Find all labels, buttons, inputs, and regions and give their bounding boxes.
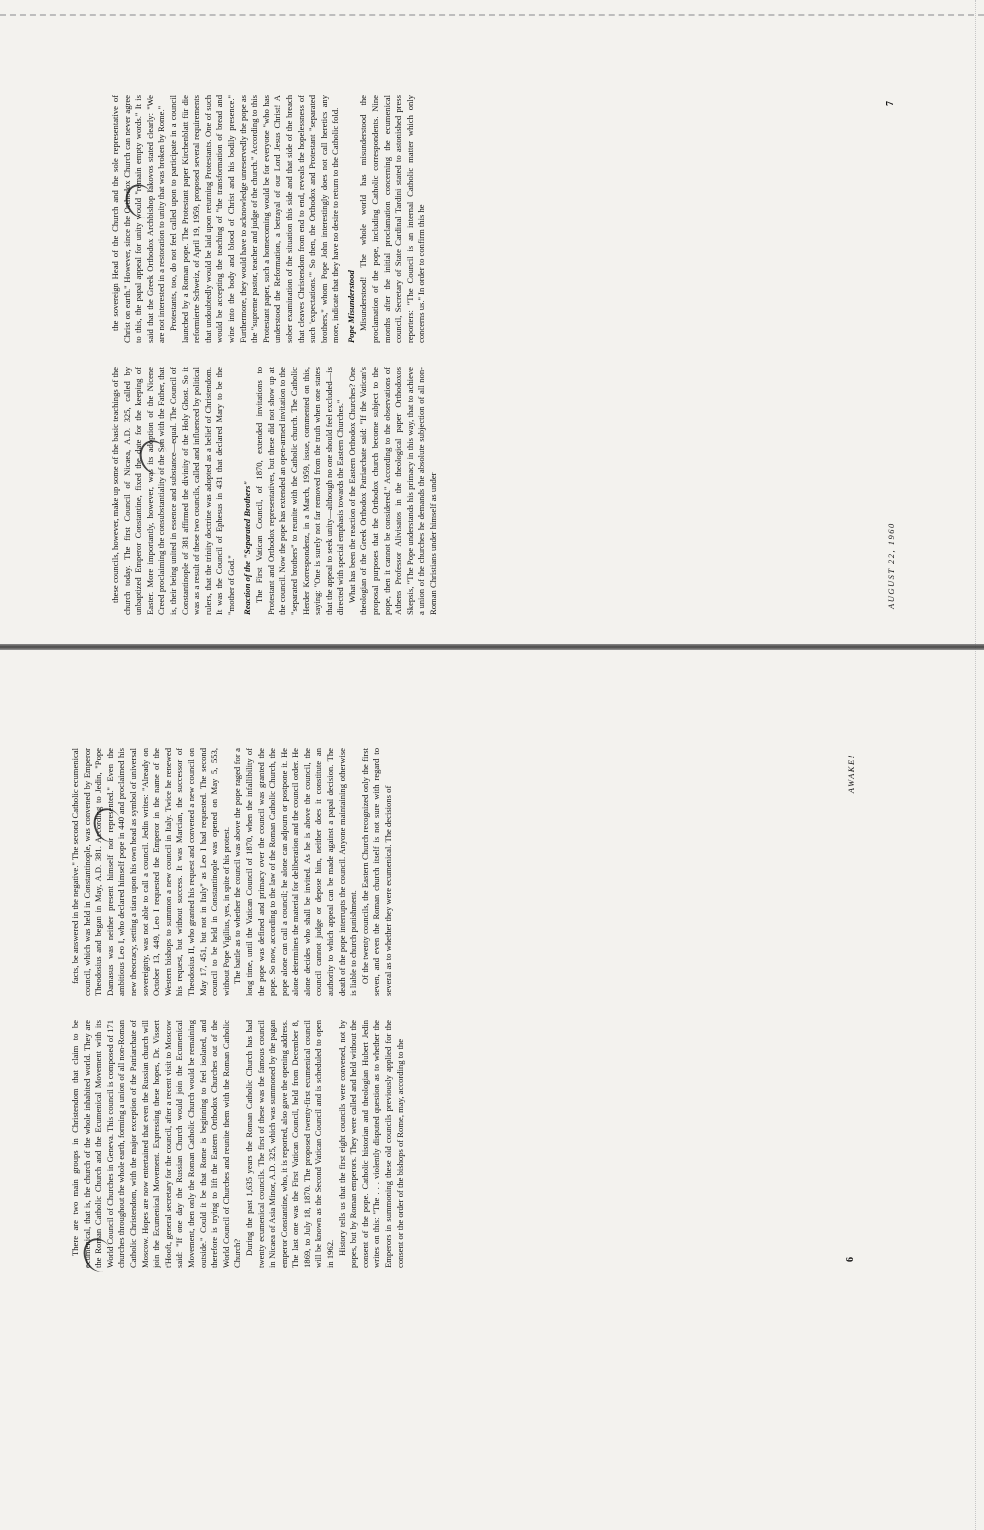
paragraph: History tells us that the first eight councils were convened, not by popes, but by Roman emperors. They were called and held without the consent of the pope. Catholic historian and theologian Hubert Jedin writes on this: "The . . . violently disputed question as to whether the Emperors in summoning these old councils previously applied for the consent or the order of the bishops of Rome, may, according to the [336,1020,405,1268]
paragraph: There are two main groups in Christendom that claim to be ecumenical, that is, the church of the whole inhabited world. They are the Roman Catholic Church and the Ecumenical Movement with its World Council of Churches in Geneva. This council is composed of 171 churches throughout the whole earth, forming a union of all non-Roman Catholic Christendom, with the major exception of the Patriarchate of Moscow. Hopes are now entertained that even the Russian church will join the Ecumenical Movement. Expressing these hopes, Dr. Vissert t'Hooft, general secretary for the council, after a recent visit to Moscow said: "If one day the Russian Church would join the Ecumenical Movement, then only the Roman Catholic Church would be remaining outside." Could it be that Rome is beginning to feel isolated, and therefore is trying to lift the Eastern Orthodox Churches out of the World Council of Churches and reunite them with the Roman Catholic Church? [70,1020,243,1268]
scan-top-edge [0,0,984,16]
paragraph: The First Vatican Council, of 1870, extended invitations to Protestant and Orthodox representatives, but these did not show up at the council. Now the pope has extended an open-armed invitation to the "separated brothers" to reunite with the Catholic church. The Catholic Herder Korrespondenz, in a March, 1959, issue, commented on this, saying: "One is surely not far removed from the truth when one states that the appeal to seek unity—although no one should feel excluded—is directed with special emphasis towards the Eastern Churches." [254,367,346,615]
paragraph: facts, be answered in the negative." The second Catholic ecumenical council, which was held in Constantinople, was convened by Emperor Theodosius and began in May, A.D. 381. According to Jedin, "Pope Damasus was neither present himself nor represented." Even the ambitious Leo I, who declared himself pope in 440 and proclaimed his new theocracy, setting a tiara upon his own head as symbol of universal sovereignty, was not able to call a council. Jedin writes: "Already on October 13, 449, Leo I requested the Emperor in the name of the Western bishops to summon a new council in Italy. Twice he renewed his request, but without success. It was Marcian, the successor of Theodosius II, who granted his request and convened a new council on May 17, 451, but not in Italy" as Leo I had requested. The second council to be held in Constantinople was opened on May 5, 553, without Pope Vigilius, yes, in spite of his protest. [70,748,231,996]
paragraph: What has been the reaction of the Eastern Orthodox Churches? One theologian of the Greek Orthodox Patriarchate said: "If the Vatican's proposal purposes that the Orthodox church become subject to the pope, then it cannot be considered." According to the observations of Athens Professor Alivisatos in the theological paper Orthodoxos Skepsis, "The Pope understands his primacy in this way, that to achieve a union of the churches he demands the absolute subjection of all non-Roman Christians under himself as under [346,367,439,615]
page-6-column-1 [70,1020,840,1268]
paragraph: the sovereign Head of the Church and the sole representative of Christ on earth." However, since the Orthodox Church can never agree to this, the papal appeal for unity would "remain empty words." It is said that the Greek Orthodox Archbishop Iakovos stated clearly: "We are not interested in a restoration to unity that was broken by Rome." [110,95,167,343]
page-number: 7 [885,101,896,106]
page-7 [110,95,910,615]
section-heading: Reaction of the "Separated Brothers" [241,480,252,615]
page-fold-shadow [0,644,984,650]
paragraph: Protestants, too, do not feel called upon to participate in a council launched by a Roman pope. The Protestant paper Kirchenblatt für die reformierte Schweiz, of April 19, 1959, proposed several requirements that undoubtedly would be laid upon returning Protestants. One of such would be accepting the teaching of "the transformation of bread and wine into the body and blood of Christ and his bodily presence." Furthermore, they would have to acknowledge unreservedly the pope as the "supreme pastor, teacher and judge of the church." According to this Protestant paper, such a homecoming would be for everyone "who has understood the Reformation, a betrayal of our Lord Jesus Christ! A sober examination of the situation this side and that side of the breach that cleaves Christendom from end to end, reveals the hopelessness of such 'expectations.'" So then, the Orthodox and Protestant "separated brothers," whom Pope John interestingly does not call heretics any more, indicate that they have no desire to return to the Catholic fold. [167,95,341,343]
page-7-column-1 [110,367,880,615]
scan-right-edge [975,0,984,1530]
paragraph: Of the twenty councils, the Eastern Church recognized only the first seven, and even the Roman church itself is not sure with regard to several as to whether they were ecumenical. The decisions of [359,748,394,996]
paragraph: The battle as to whether the council was above the pope raged for a long time, until the Vatican Council of 1870, when the infallibility of the pope was defined and primacy over the council was granted the pope. So now, according to the law of the Roman Catholic Church, the pope alone can call a council; he alone can adjourn or postpone it. He alone determines the material for deliberation and the council order. He alone decides who shall be invited. As he is above the council, the council cannot judge or depose him, neither does it constitute an authority to which appeal can be made against a papal decision. The death of the pope interrupts the council. Anyone maintaining otherwise is liable to church punishment. [232,748,359,996]
page-6-column-2 [70,748,840,996]
paragraph: During the past 1,635 years the Roman Catholic Church has had twenty ecumenical councils. The first of these was the famous council in Nicaea of Asia Minor, A.D. 325, which was summoned by the pagan emperor Constantine, who, it is reported, also gave the opening address. The last one was the First Vatican Council, held from December 8, 1869, to July 18, 1870. The proposed twenty-first ecumenical council will be known as the Second Vatican Council and is scheduled to open in 1962. [243,1020,336,1268]
paragraph: these councils, however, make up some of the basic teachings of the church today. The first Council of Nicaea, A.D. 325, called by unbaptized Emperor Constantine, fixed the date for the keeping of Easter. More importantly, however, was its adoption of the Nicene Creed proclaiming the consubstantiality of the Son with the Father, that is, their being united in essence and substance—equal. The Council of Constantinople of 381 affirmed the divinity of the Holy Ghost. So it was as a result of these two councils, called and influenced by political rulers, that the trinity doctrine was adopted as a belief of Christendom. It was the Council of Ephesus in 431 that declared Mary to be the "mother of God." [110,367,236,615]
page-number: 6 [845,1257,856,1262]
section-heading: Pope Misunderstood [345,270,356,343]
page-7-column-2 [110,95,880,343]
page-6 [70,748,870,1268]
running-footer: AWAKE! [846,754,856,794]
running-footer: AUGUST 22, 1960 [886,522,896,609]
paragraph: Misunderstood! The whole world has misunderstood the proclamation of the pope, including Catholic correspondents. Nine months after the initial proclamation concerning the ecumenical council, Secretary of State Cardinal Tardini stated to astonished press reporters: "The Council is an internal Catholic matter which only concerns us." In order to confirm this he [358,95,427,343]
